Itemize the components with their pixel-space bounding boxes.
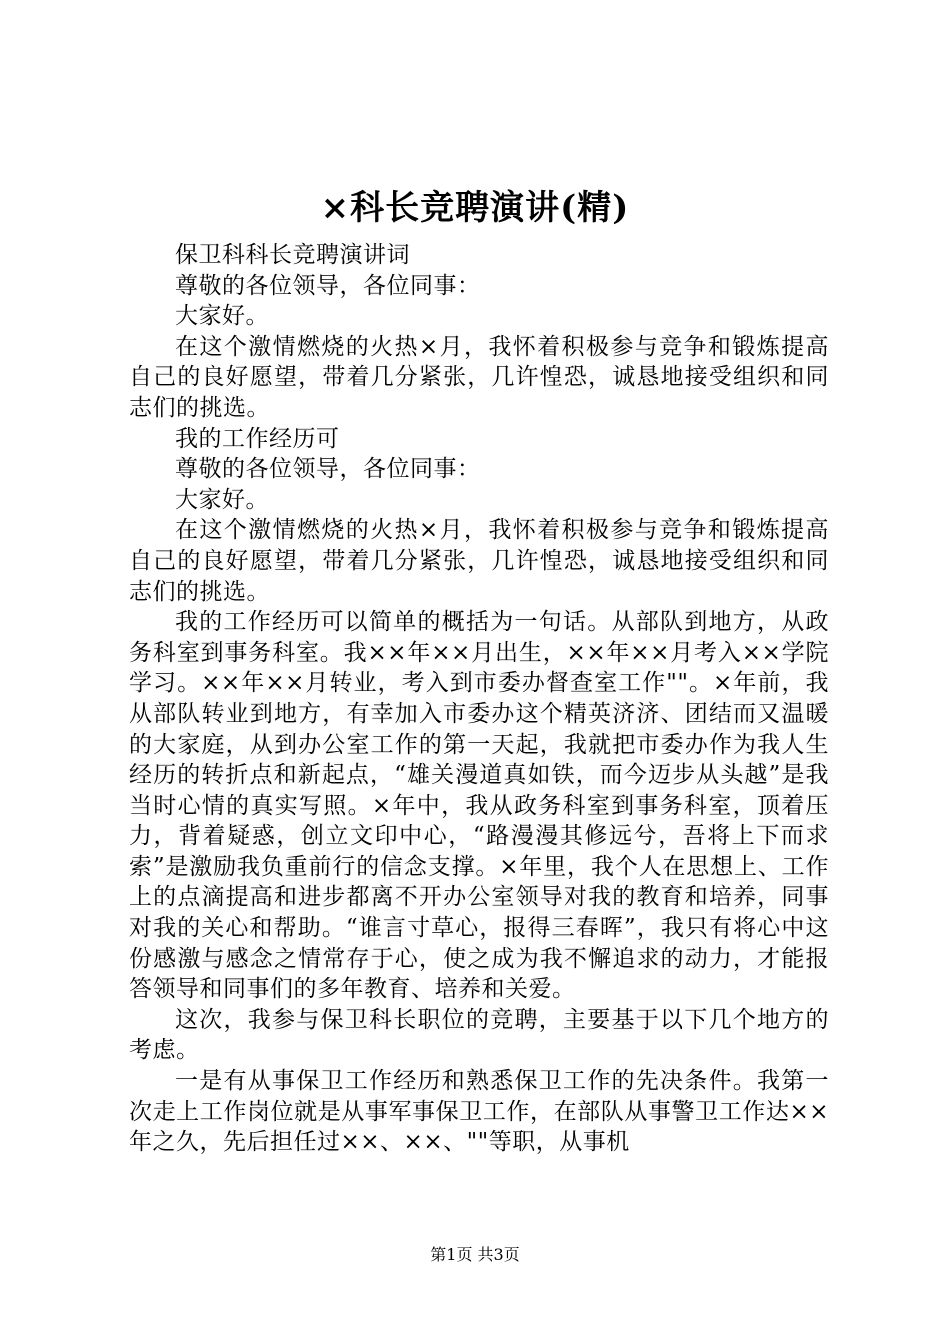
paragraph: 这次，我参与保卫科长职位的竞聘，主要基于以下几个地方的考虑。: [129, 1006, 829, 1064]
page-footer: 第1页 共3页: [430, 1245, 520, 1264]
paragraph: 一是有从事保卫工作经历和熟悉保卫工作的先决条件。我第一次走上工作岗位就是从事军事保卫工作，在部队从事警卫工作达××年之久，先后担任过××、××、""等职，从事机: [129, 1068, 829, 1156]
paragraph: 我的工作经历可: [175, 425, 340, 452]
paragraph: 保卫科科长竞聘演讲词: [175, 242, 410, 268]
paragraph: 在这个激情燃烧的火热×月，我怀着积极参与竞争和锻炼提高自己的良好愿望，带着几分紧张，几许惶恐，诚恳地接受组织和同志们的挑选。: [129, 333, 829, 421]
paragraph: 尊敬的各位领导，各位同事：: [175, 272, 481, 299]
document-body: [129, 240, 829, 1158]
paragraph: 大家好。: [175, 486, 269, 513]
paragraph: 我的工作经历可以简单的概括为一句话。从部队到地方，从政务科室到事务科室。我××年××月出生，××年××月考入××学院学习。××年××月转业，考入到市委办督查室工作""。×年前，我从部队转业到地方，有幸加入市委办这个精英济济、团结而又温暖的大家庭，从到办公室工作的第一天起，我就把市委办作为我人生经历的转折点和新起点，“雄关漫道真如铁，而今迈步从头越”是我当时心情的真实写照。×年中，我从政务科室到事务科室，顶着压力，背着疑惑，创立文印中心，“路漫漫其修远兮，吾将上下而求索”是激励我负重前行的信念支撑。×年里，我个人在思想上、工作上的点滴提高和进步都离不开办公室领导对我的教育和培养，同事对我的关心和帮助。“谁言寸草心，报得三春晖”，我只有将心中这份感激与感念之情常存于心，使之成为我不懈追求的动力，才能报答领导和同事们的多年教育、培养和关爱。: [129, 609, 829, 1003]
paragraph: 大家好。: [175, 303, 269, 330]
paragraph: 在这个激情燃烧的火热×月，我怀着积极参与竞争和锻炼提高自己的良好愿望，带着几分紧张，几许惶恐，诚恳地接受组织和同志们的挑选。: [129, 517, 829, 605]
document-title: ×科长竞聘演讲(精): [320, 188, 630, 228]
paragraph: 尊敬的各位领导，各位同事：: [175, 456, 481, 483]
